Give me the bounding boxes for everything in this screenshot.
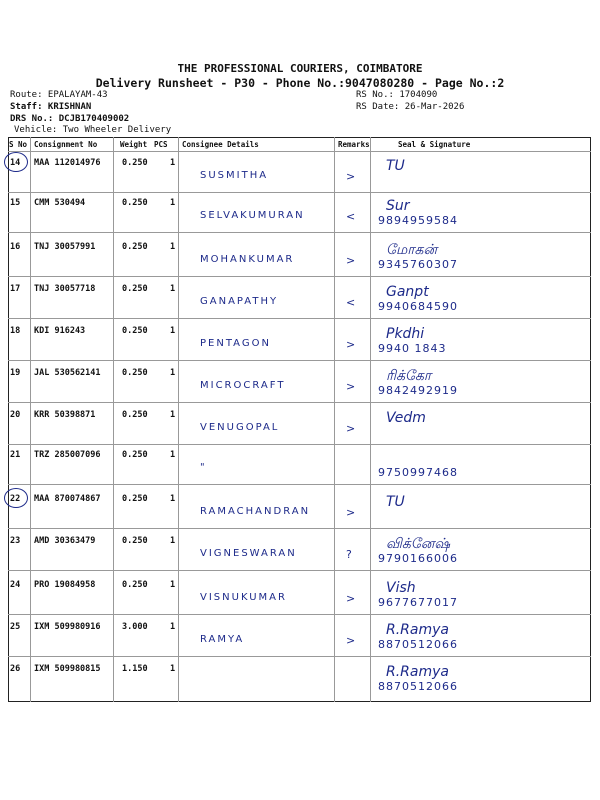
consignee-name: RAMYA: [200, 634, 245, 645]
row-sno: 18: [10, 326, 21, 336]
contact-phone: 8870512066: [378, 680, 458, 693]
signature: ரிக்கோ: [386, 368, 432, 384]
row-pcs: 1: [170, 450, 176, 460]
row-14-circle-mark: [4, 152, 28, 172]
row-weight: 0.250: [122, 410, 148, 420]
consignee-name: PENTAGON: [200, 338, 271, 349]
runsheet-table: [8, 137, 591, 702]
col-seal: Seal & Signature: [398, 140, 471, 149]
row-pcs: 1: [170, 622, 176, 632]
row-weight: 0.250: [122, 158, 148, 168]
signature: R.Ramya: [386, 622, 449, 638]
table-header: [8, 139, 591, 151]
row-sno: 19: [10, 368, 21, 378]
row-consignment: KDI 916243: [34, 326, 86, 336]
row-pcs: 1: [170, 580, 176, 590]
contact-phone: 9940684590: [378, 300, 458, 313]
row-consignment: JAL 530562141: [34, 368, 101, 378]
consignee-name: GANAPATHY: [200, 296, 279, 307]
contact-phone: 9894959584: [378, 214, 458, 227]
signature: TU: [386, 158, 405, 174]
row-sno: 23: [10, 536, 21, 546]
row-weight: 0.250: [122, 536, 148, 546]
row-pcs: 1: [170, 326, 176, 336]
row-weight: 0.250: [122, 580, 148, 590]
consignee-name: ": [200, 462, 207, 473]
contact-phone: 9842492919: [378, 384, 458, 397]
remark-mark: >: [346, 506, 356, 519]
remark-mark: >: [346, 380, 356, 393]
col-weight: Weight: [120, 140, 148, 149]
row-sno: 15: [10, 198, 21, 208]
row-weight: 1.150: [122, 664, 148, 674]
consignee-name: MICROCRAFT: [200, 380, 286, 391]
row-22-circle-mark: [4, 488, 28, 508]
row-sno: 26: [10, 664, 21, 674]
row-pcs: 1: [170, 198, 176, 208]
row-pcs: 1: [170, 284, 176, 294]
row-sno: 21: [10, 450, 21, 460]
row-consignment: PRO 19084958: [34, 580, 96, 590]
contact-phone: 9677677017: [378, 596, 458, 609]
row-consignment: MAA 870074867: [34, 494, 101, 504]
signature: Ganpt: [386, 284, 429, 300]
remark-mark: >: [346, 170, 356, 183]
row-weight: 3.000: [122, 622, 148, 632]
signature: Sur: [386, 198, 410, 214]
signature: Pkdhi: [386, 326, 425, 342]
signature: Vish: [386, 580, 416, 596]
consignee-name: SUSMITHA: [200, 170, 269, 181]
row-sno: 20: [10, 410, 21, 420]
row-consignment: IXM 509980916: [34, 622, 101, 632]
signature: விக்னேஷ்: [386, 536, 451, 552]
remark-mark: <: [346, 296, 356, 309]
contact-phone: 9790166006: [378, 552, 458, 565]
contact-phone: 9940 1843: [378, 342, 447, 355]
vehicle-label: Vehicle: Two Wheeler Delivery: [14, 125, 172, 135]
col-remarks: Remarks: [338, 140, 370, 149]
contact-phone: 8870512066: [378, 638, 458, 651]
row-weight: 0.250: [122, 368, 148, 378]
row-consignment: TRZ 285007096: [34, 450, 101, 460]
consignee-name: VIGNESWARAN: [200, 548, 297, 559]
row-sno: 24: [10, 580, 21, 590]
consignee-name: RAMACHANDRAN: [200, 506, 311, 517]
row-pcs: 1: [170, 242, 176, 252]
remark-mark: >: [346, 422, 356, 435]
row-pcs: 1: [170, 368, 176, 378]
consignee-name: SELVAKUMURAN: [200, 210, 305, 221]
rs-date: RS Date: 26-Mar-2026: [356, 102, 465, 112]
row-sno: 17: [10, 284, 21, 294]
row-consignment: CMM 530494: [34, 198, 86, 208]
row-sno: 16: [10, 242, 21, 252]
row-sno: 25: [10, 622, 21, 632]
contact-phone: 9345760307: [378, 258, 458, 271]
consignee-name: VISNUKUMAR: [200, 592, 287, 603]
row-pcs: 1: [170, 664, 176, 674]
col-consignment: Consignment No: [34, 140, 98, 149]
rs-number: RS No.: 1704090: [356, 90, 438, 100]
signature: TU: [386, 494, 405, 510]
col-consignee: Consignee Details: [182, 140, 259, 149]
runsheet-title: Delivery Runsheet - P30 - Phone No.:9047080280 - Page No.:2: [95, 76, 505, 90]
consignee-name: MOHANKUMAR: [200, 254, 295, 265]
row-consignment: AMD 30363479: [34, 536, 96, 546]
row-consignment: TNJ 30057718: [34, 284, 96, 294]
company-title: THE PROFESSIONAL COURIERS, COIMBATORE: [177, 62, 423, 75]
row-sno: 14: [10, 158, 21, 168]
row-consignment: MAA 112014976: [34, 158, 101, 168]
col-pcs: PCS: [154, 140, 168, 149]
row-weight: 0.250: [122, 450, 148, 460]
contact-phone: 9750997468: [378, 466, 458, 479]
remark-mark: >: [346, 592, 356, 605]
signature: R.Ramya: [386, 664, 449, 680]
staff-label: Staff: KRISHNAN: [10, 102, 92, 112]
row-sno: 22: [10, 494, 21, 504]
signature: Vedm: [386, 410, 426, 426]
row-pcs: 1: [170, 494, 176, 504]
row-weight: 0.250: [122, 284, 148, 294]
consignee-name: VENUGOPAL: [200, 422, 280, 433]
drs-label: DRS No.: DCJB170409002: [10, 114, 130, 124]
row-consignment: KRR 50398871: [34, 410, 96, 420]
row-weight: 0.250: [122, 494, 148, 504]
row-pcs: 1: [170, 410, 176, 420]
remark-mark: >: [346, 254, 356, 267]
route-label: Route: EPALAYAM-43: [10, 90, 108, 100]
remark-mark: ?: [346, 548, 352, 561]
remark-mark: >: [346, 634, 356, 647]
row-consignment: TNJ 30057991: [34, 242, 96, 252]
row-weight: 0.250: [122, 198, 148, 208]
row-consignment: IXM 509980815: [34, 664, 101, 674]
row-pcs: 1: [170, 158, 176, 168]
col-sno: S No: [9, 140, 28, 149]
remark-mark: >: [346, 338, 356, 351]
signature: மோகன்: [386, 242, 438, 258]
remark-mark: <: [346, 210, 356, 223]
row-weight: 0.250: [122, 326, 148, 336]
row-pcs: 1: [170, 536, 176, 546]
row-weight: 0.250: [122, 242, 148, 252]
